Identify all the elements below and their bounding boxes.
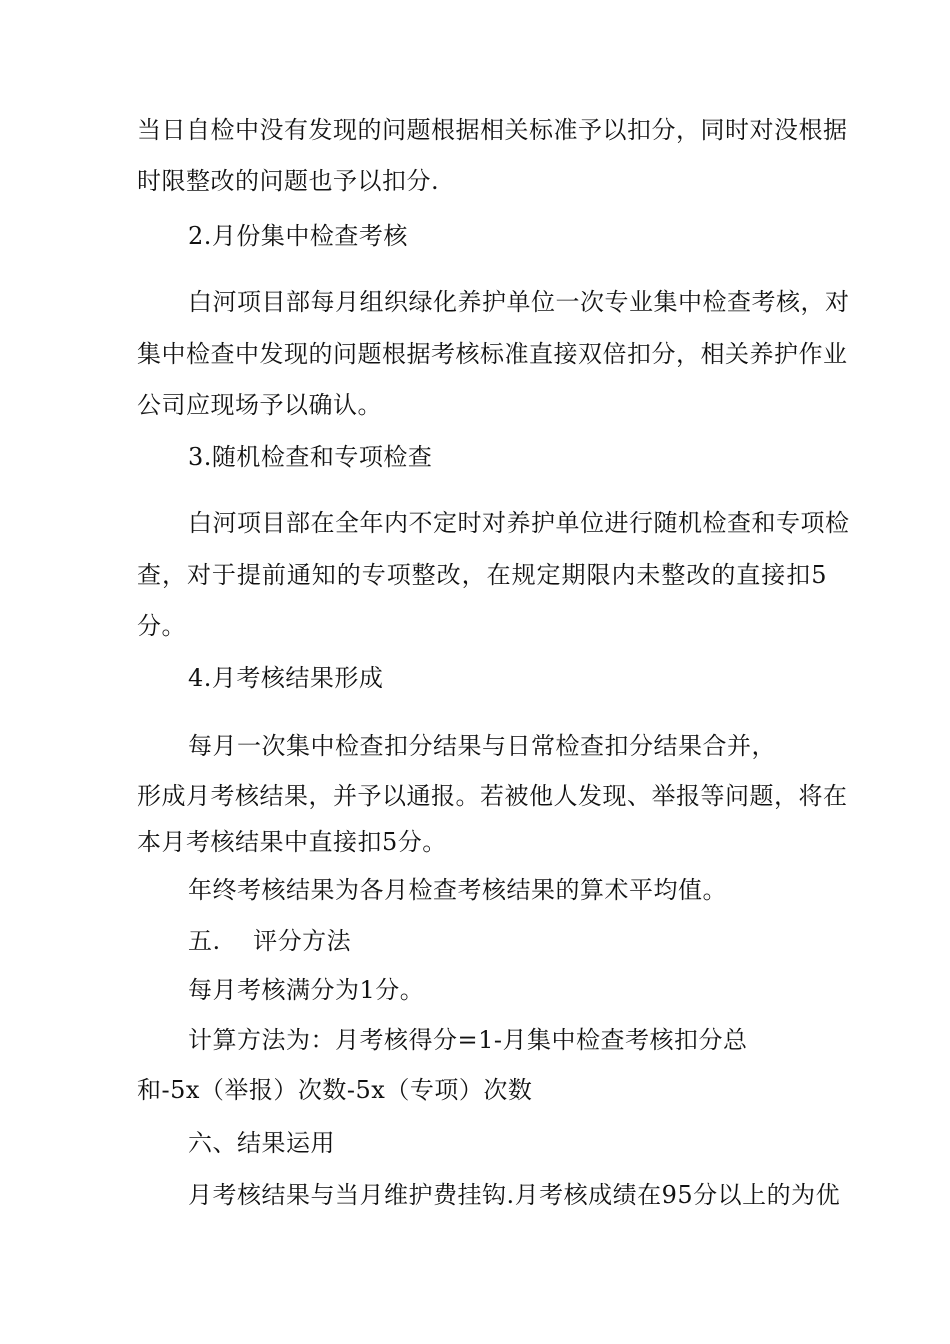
paragraph-line: 公司应现场予以确认。 <box>137 391 382 419</box>
paragraph-line: 本月考核结果中直接扣5分。 <box>137 828 447 856</box>
paragraph-line: 当日自检中没有发现的问题根据相关标准予以扣分，同时对没根据 <box>137 116 848 144</box>
paragraph-line: 分。 <box>137 612 186 640</box>
paragraph-line: 白河项目部每月组织绿化养护单位一次专业集中检查考核，对 <box>188 288 850 316</box>
paragraph-line: 时限整改的问题也予以扣分. <box>137 167 440 195</box>
paragraph-line: 每月一次集中检查扣分结果与日常检查扣分结果合并， <box>188 732 776 760</box>
section-heading: 六、结果运用 <box>188 1129 335 1157</box>
paragraph-line: 形成月考核结果，并予以通报。若被他人发现、举报等问题，将在 <box>137 782 848 810</box>
section-heading: 3.随机检查和专项检查 <box>188 443 433 471</box>
paragraph-line: 集中检查中发现的问题根据考核标准直接双倍扣分，相关养护作业 <box>137 340 848 368</box>
paragraph-line: 月考核结果与当月维护费挂钩.月考核成绩在95分以上的为优 <box>188 1181 841 1209</box>
paragraph-line: 查，对于提前通知的专项整改，在规定期限内未整改的直接扣5 <box>137 561 827 589</box>
section-heading: 五. 评分方法 <box>188 927 352 955</box>
paragraph-line: 每月考核满分为1分。 <box>188 976 425 1004</box>
section-heading: 4.月考核结果形成 <box>188 664 384 692</box>
section-heading: 2.月份集中检查考核 <box>188 222 408 250</box>
paragraph-line: 年终考核结果为各月检查考核结果的算术平均值。 <box>188 876 727 904</box>
paragraph-line: 和-5x（举报）次数-5x（专项）次数 <box>137 1076 533 1104</box>
paragraph-line: 计算方法为：月考核得分=1-月集中检查考核扣分总 <box>188 1026 748 1054</box>
paragraph-line: 白河项目部在全年内不定时对养护单位进行随机检查和专项检 <box>188 509 850 537</box>
